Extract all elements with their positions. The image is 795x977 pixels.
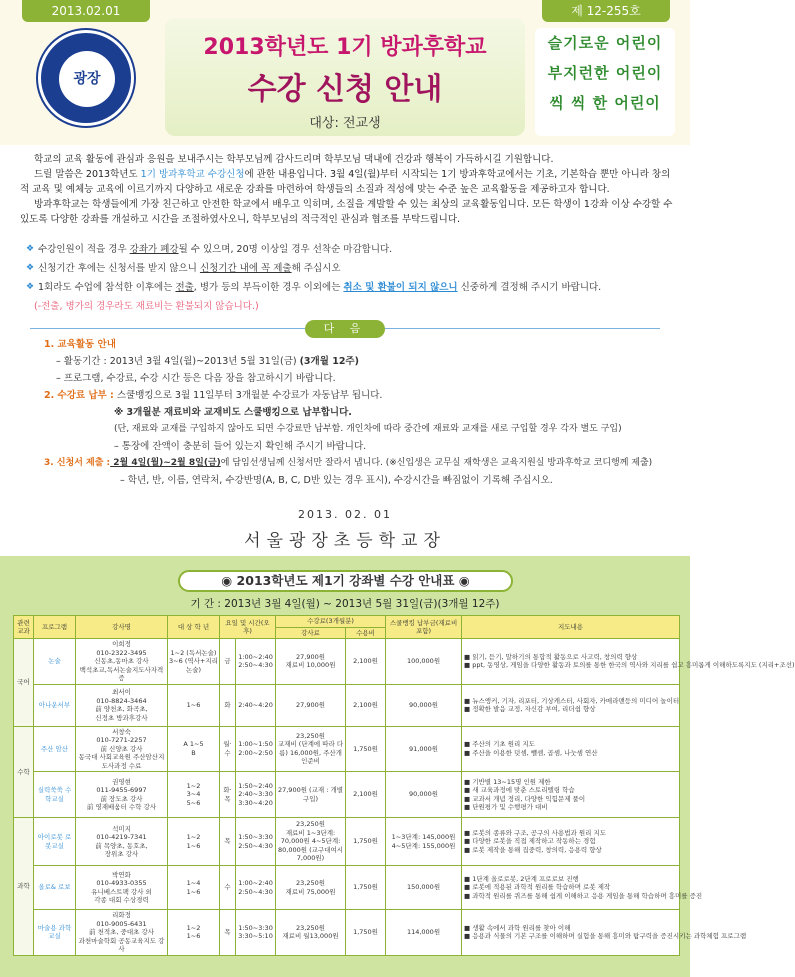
table-title: ◉ 2013학년도 제1기 강좌별 수강 안내표 ◉ xyxy=(178,570,513,592)
notice-item: ❖ 수강인원이 적을 경우 강좌가 폐강될 수 있으며, 20명 이상일 경우 선착순 마감합니다. xyxy=(26,240,666,259)
table-row xyxy=(14,866,680,910)
school-motto xyxy=(535,28,675,136)
col-subheader: 수용비 xyxy=(346,627,386,639)
col-header: 수강료(3개월분) xyxy=(276,616,386,628)
cell-time: 1:00~2:40 2:50~4:30 xyxy=(236,866,276,910)
title-line1: 2013학년도 1기 방과후학교 xyxy=(203,35,487,60)
cell-fee: 23,250원 재료비 1~3단계: 70,000원 4~5단계: 80,000원 (교구대여시 7,000원) xyxy=(276,818,346,866)
cell-day: 목 xyxy=(220,818,236,866)
issue-number-tab: 제 12-255호 xyxy=(542,0,670,22)
sign-school: 서울광장초등학교장 xyxy=(244,531,446,551)
table-row xyxy=(14,772,680,818)
cell-usage-fee: 1,750원 xyxy=(346,910,386,956)
cell-fee: 27,900원 (교재 : 개별구입) xyxy=(276,772,346,818)
table-row xyxy=(14,684,680,726)
notice-footnote: (-전출, 병가의 경우라도 재료비는 환불되지 않습니다.) xyxy=(34,301,259,312)
cell-time: 1:50~3:30 3:30~5:10 xyxy=(236,910,276,956)
cell-day: 월·수 xyxy=(220,726,236,772)
col-header: 요일 및 시간(오후) xyxy=(220,616,276,639)
cell-time: 2:40~4:20 xyxy=(236,684,276,726)
table-period: 기 간 : 2013년 3월 4일(월) ~ 2013년 5월 31일(금)(3개월 12주) xyxy=(190,598,500,610)
cell-fee: 23,250원 재료비 75,000원 xyxy=(276,866,346,910)
table-row xyxy=(14,639,680,685)
cell-usage-fee: 1,750원 xyxy=(346,726,386,772)
cell-usage-fee: 2,100원 xyxy=(346,772,386,818)
table-row xyxy=(14,818,680,866)
date-tab: 2013.02.01 xyxy=(22,0,150,22)
notice-item: ❖ 신청기간 후에는 신청서를 받지 않으니 신청기간 내에 꼭 제출해 주십시오 xyxy=(26,259,666,278)
detail-line: 3. 신청서 제출 : 2월 4일(월)~2월 8일(금)에 담임선생님께 신청서만 잘라서 냅니다. (※신입생은 교무실 재학생은 교육지원실 방과후학교 코디행께 제출) xyxy=(44,458,653,468)
detail-line: (단, 재료와 교재를 구입하지 않아도 되면 수강료만 납부함. 개인차에 따라 중간에 재료와 교재를 새로 구입할 경우 각자 별도 구입) xyxy=(114,424,622,434)
cell-content: ■ 1단계 올로로봇, 2단계 프로로보 진행 ■ 로봇에 적용된 과학적 원리를 학습하며 로봇 제작 ■ 과학적 원리를 퀴즈를 통해 쉽게 이해하고 응용 게임을 통해 학습하며 흥미를 증진 xyxy=(462,866,680,910)
sign-date: 2013. 02. 01 xyxy=(298,508,392,521)
cell-total: 91,000원 xyxy=(386,726,462,772)
cell-teacher: 이희정 010-2322-3495 신동초,동마초 강사 백석초교,독서논술지도사자격증 xyxy=(76,639,168,685)
title-line2: 수강 신청 안내 xyxy=(247,72,443,107)
section-badge: 다 음 xyxy=(305,320,385,338)
cell-usage-fee: 2,100원 xyxy=(346,639,386,685)
intro-paragraph: 학교의 교육 활동에 관심과 응원을 보내주시는 학부모님께 감사드리며 학부모님 댁내에 건강과 행복이 가득하시길 기원합니다. xyxy=(34,154,554,165)
cell-total: 114,000원 xyxy=(386,910,462,956)
col-header: 강사명 xyxy=(76,616,168,639)
detail-heading: 1. 교육활동 안내 xyxy=(44,339,116,350)
motto-line: 씩 씩 한 어린이 xyxy=(549,94,661,112)
cell-teacher: 서창숙 010-7271-2257 前 신양초 강사 동국대 사회교육원 주산암산지도사과정 수료 xyxy=(76,726,168,772)
col-header: 지도내용 xyxy=(462,616,680,639)
cell-total: 150,000원 xyxy=(386,866,462,910)
cell-total: 90,000원 xyxy=(386,684,462,726)
logo-emblem-text: 광장 xyxy=(59,51,115,107)
cell-program: 논술 xyxy=(34,639,76,685)
cell-grade: 1~2 1~6 xyxy=(168,910,220,956)
cell-fee: 23,250원 재료비 월13,000원 xyxy=(276,910,346,956)
cell-usage-fee: 2,100원 xyxy=(346,684,386,726)
cell-fee: 27,900원 재료비 10,000원 xyxy=(276,639,346,685)
cell-grade: 1~4 1~6 xyxy=(168,866,220,910)
cell-grade: A 1~5 B xyxy=(168,726,220,772)
col-header: 대 상 학 년 xyxy=(168,616,220,639)
cell-teacher: 권영현 011-9455-6997 前 장도초 강사 前 영재배움터 수학 강사 xyxy=(76,772,168,818)
header-banner xyxy=(0,0,690,145)
detail-line: – 통장에 잔액이 충분히 들어 있는지 확인해 주시기 바랍니다. xyxy=(114,441,367,452)
title-panel xyxy=(165,18,525,136)
cell-program: 올로& 로보 xyxy=(34,866,76,910)
notice-list xyxy=(26,240,666,316)
cell-teacher: 박연화 010-4933-0355 유니베스트팩 강사 외 각종 대회 수상경력 xyxy=(76,866,168,910)
cell-grade: 1~2 1~6 xyxy=(168,818,220,866)
cell-total: 100,000원 xyxy=(386,639,462,685)
cell-fee: 27,900원 xyxy=(276,684,346,726)
cell-content: ■ 읽기, 듣기, 말하기의 통합적 활동으로 사고력, 창의력 향상 ■ ppt, 동영상, 게임을 다양한 활동과 토의를 통한 한국의 역사와 지리를 쉽고 흥미롭게 이해하도록지도 (지리+조선) xyxy=(462,639,680,685)
table-row xyxy=(14,910,680,956)
col-subheader: 강사료 xyxy=(276,627,346,639)
cell-time: 1:50~2:40 2:40~3:30 3:30~4:20 xyxy=(236,772,276,818)
course-table xyxy=(13,615,795,956)
cell-total: 90,000원 xyxy=(386,772,462,818)
cell-teacher: 석미지 010-4219-7341 前 목양초, 동호초, 장위초 강사 xyxy=(76,818,168,866)
school-logo xyxy=(38,30,134,126)
intro-paragraph: 드릴 말씀은 2013학년도 1기 방과후학교 수강신청에 관한 내용입니다. 3월 4일(월)부터 시작되는 1기 방과후학교에서는 기초, 기본학습 뿐만 아니라 창의적 교육 및 예체능 교육에 이르기까지 다양하고 새로운 강좌를 마련하여 학생들의 소질과 적성에 맞는 수준 높은 교육활동을 제공하고자 합니다. xyxy=(20,169,671,195)
cell-day: 목 xyxy=(220,910,236,956)
col-header: 프로그램 xyxy=(34,616,76,639)
cell-grade: 1~2 3~4 5~6 xyxy=(168,772,220,818)
cell-teacher: 최서이 010-8824-3464 前 양천초, 화곡초, 신정초 방과후강사 xyxy=(76,684,168,726)
cell-program: 마술용 과학교실 xyxy=(34,910,76,956)
cell-total: 1~3단계: 145,000원 4~5단계: 155,000원 xyxy=(386,818,462,866)
cell-content: ■ 생활 속에서 과학 원리를 찾아 이해 ■ 응용과 식물의 기본 구조를 이해하며 실험을 통해 흥미와 탐구력을 증진시키는 과학체험 프로그램 xyxy=(462,910,680,956)
cell-subject: 과학 xyxy=(14,818,34,956)
cell-fee: 23,250원 교재비 (단계에 따라 다름) 16,000원, 주산개인준비 xyxy=(276,726,346,772)
cell-day: 수 xyxy=(220,866,236,910)
cell-time: 1:00~1:50 2:00~2:50 xyxy=(236,726,276,772)
cell-program: 주산 암산 xyxy=(34,726,76,772)
detail-line: ※ 3개월분 재료비와 교재비도 스쿨뱅킹으로 납부합니다. xyxy=(114,407,352,418)
cell-grade: 1~6 xyxy=(168,684,220,726)
intro-text xyxy=(20,152,675,227)
cell-usage-fee: 1,750원 xyxy=(346,866,386,910)
cell-teacher: 리화정 010-9005-6431 前 천적초, 중대초 강사 과천마술학회 공동교육지도 강사 xyxy=(76,910,168,956)
cell-day: 화 xyxy=(220,684,236,726)
cell-time: 1:00~2:40 2:50~4:30 xyxy=(236,639,276,685)
cell-content: ■ 뉴스앵커, 기자, 리포터, 기상캐스터, 사회자, 카메라맨등의 미디어 놀이터 ■ 정확한 발음 교정, 자신감 부여, 리더쉽 향상 xyxy=(462,684,680,726)
cell-program: 아이로봇 로봇교실 xyxy=(34,818,76,866)
intro-paragraph: 방과후학교는 학생들에게 가장 친근하고 안전한 학교에서 배우고 익히며, 소질을 계발할 수 있는 최상의 교육활동입니다. 모든 학생이 1강좌 이상 수강할 수 있도록 다양한 강좌를 개설하고 시간을 조절하였사오니, 학부모님의 적극적인 관심과 협조를 부탁드립니다. xyxy=(20,199,673,225)
motto-line: 부지런한 어린이 xyxy=(547,64,663,82)
col-header: 관련교과 xyxy=(14,616,34,639)
table-header-row xyxy=(14,616,680,628)
detail-line: – 학년, 반, 이름, 연락처, 수강반명(A, B, C, D반 있는 경우 표시), 수강시간을 빠짐없이 기록해 주십시오. xyxy=(120,475,553,486)
title-target: 대상: 전교생 xyxy=(309,116,381,131)
notice-item: ❖ 1회라도 수업에 참석한 이후에는 전출, 병가 등의 부득이한 경우 이외에는 취소 및 환불이 되지 않으니 신중하게 결정해 주시기 바랍니다. xyxy=(26,278,666,297)
cell-grade: 1~2 (독서논술) 3~6 (역사+지리논술) xyxy=(168,639,220,685)
cell-day: 금 xyxy=(220,639,236,685)
motto-line: 슬기로운 어린이 xyxy=(547,34,663,52)
detail-line: – 활동기간 : 2013년 3월 4일(월)~2013년 5월 31일(금) (3개월 12주) xyxy=(56,356,359,367)
cell-content: ■ 주산의 기초 원리 지도 ■ 주산을 이용한 덧셈, 뺄셈, 곱셈, 나눗셈 연산 xyxy=(462,726,680,772)
cell-content: ■ 기반별 13~15명 인원 제한 ■ 새 교육과정에 맞춘 스토리텔링 학습 ■ 교과서 개념 정리, 다양한 익힘문제 풀이 ■ 단원평가 및 수행평가 대비 xyxy=(462,772,680,818)
cell-usage-fee: 1,750원 xyxy=(346,818,386,866)
table-row xyxy=(14,726,680,772)
cell-program: 아나운서부 xyxy=(34,684,76,726)
col-header: 스쿨뱅킹 납부금(재료비포함) xyxy=(386,616,462,639)
cell-time: 1:50~3:30 2:50~4:30 xyxy=(236,818,276,866)
cell-content: ■ 로봇의 종류와 구조, 공구의 사용법과 원리 지도 ■ 다양한 로봇을 직접 제작하고 작동하는 경험 ■ 로봇 제작을 통해 집중력, 창의력, 응용력 향상 xyxy=(462,818,680,866)
cell-subject: 수학 xyxy=(14,726,34,818)
detail-line: 2. 수강료 납부 : 스쿨뱅킹으로 3월 11일부터 3개월분 수강료가 자동납부 됩니다. xyxy=(44,390,383,401)
cell-day: 화·목 xyxy=(220,772,236,818)
cell-program: 실력쑥쑥 수학교실 xyxy=(34,772,76,818)
detail-line: – 프로그램, 수강료, 수강 시간 등은 다음 장을 참고하시기 바랍니다. xyxy=(56,373,336,384)
cell-subject: 국어 xyxy=(14,639,34,727)
details-section xyxy=(44,336,684,489)
